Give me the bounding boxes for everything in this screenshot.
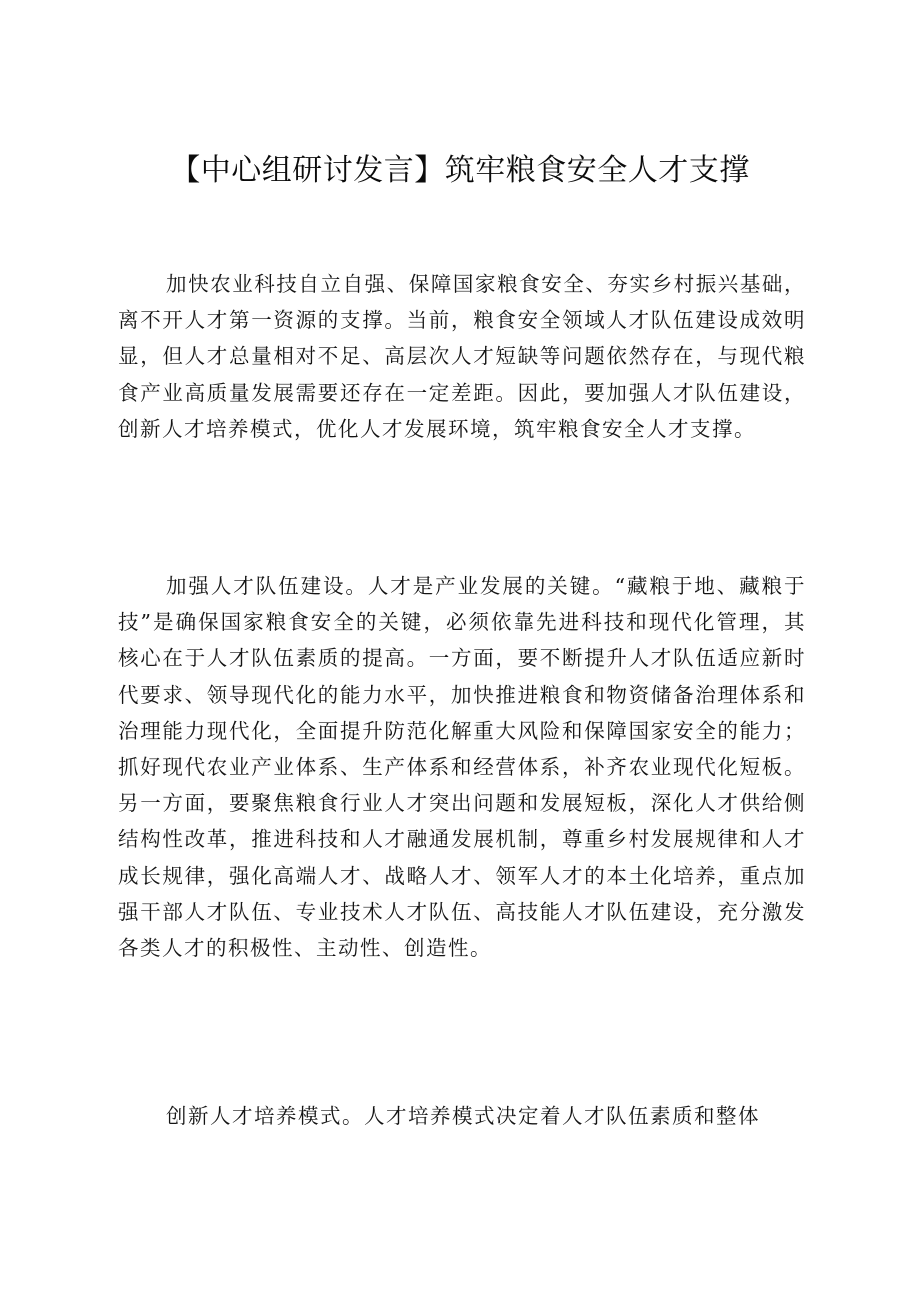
paragraph-2: 加强人才队伍建设。人才是产业发展的关键。“藏粮于地、藏粮于技”是确保国家粮食安全的关键，必须依靠先进科技和现代化管理，其核心在于人才队伍素质的提高。一方面，要不断提升人才队伍适应新时代要求、领导现代化的能力水平，加快推进粮食和物资储备治理体系和治理能力现代化，全面提升防范化解重大风险和保障国家安全的能力；抓好现代农业产业体系、生产体系和经营体系，补齐农业现代化短板。另一方面，要聚焦粮食行业人才突出问题和发展短板，深化人才供给侧结构性改革，推进科技和人才融通发展机制，尊重乡村发展规律和人才成长规律，强化高端人才、战略人才、领军人才的本土化培养，重点加强干部人才队伍、专业技术人才队伍、高技能人才队伍建设，充分激发各类人才的积极性、主动性、创造性。: [118, 574, 806, 961]
document-title: 【中心组研讨发言】筑牢粮食安全人才支撑: [170, 153, 750, 188]
paragraph-1: 加快农业科技自立自强、保障国家粮食安全、夯实乡村振兴基础，离不开人才第一资源的支撑。当前，粮食安全领域人才队伍建设成效明显，但人才总量相对不足、高层次人才短缺等问题依然存在，与现代粮食产业高质量发展需要还存在一定差距。因此，要加强人才队伍建设，创新人才培养模式，优化人才发展环境，筑牢粮食安全人才支撑。: [118, 272, 806, 441]
paragraph-3: 创新人才培养模式。人才培养模式决定着人才队伍素质和整体: [166, 1104, 760, 1128]
